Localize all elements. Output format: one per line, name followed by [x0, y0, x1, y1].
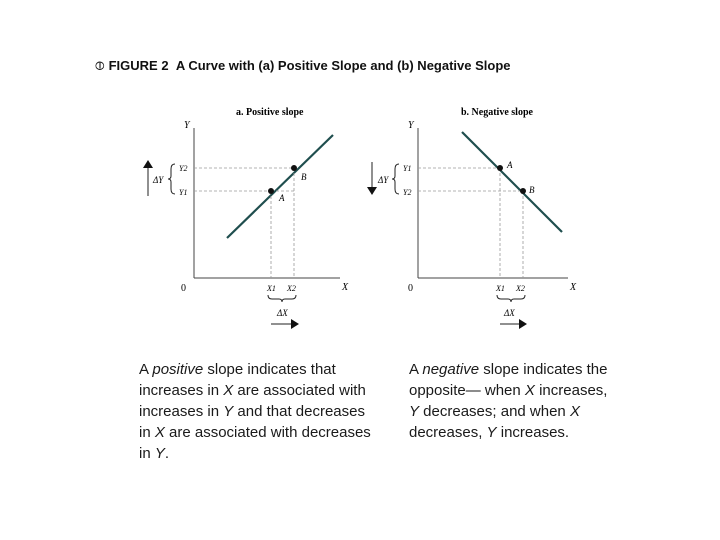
caption-b-text: A	[409, 361, 423, 378]
panel-a-brace-y	[168, 164, 175, 194]
panel-b-label-b: B	[529, 185, 535, 195]
caption-a-emphasis: positive	[152, 361, 204, 378]
panel-b-ytick-y2: Y2	[403, 188, 412, 197]
panel-b-title: b. Negative slope	[461, 107, 533, 118]
caption-a-text: are associated with increases in	[139, 382, 366, 420]
caption-a-text: are associated with decreases in	[139, 424, 371, 462]
circled-arrow-icon: ⦷	[95, 59, 105, 73]
panel-b-xtick-x1: X1	[496, 284, 505, 293]
caption-a-emphasis: X	[154, 424, 165, 441]
panel-b-ytick-y1: Y1	[403, 164, 412, 173]
caption-a-emphasis: Y	[154, 445, 165, 462]
panel-a-arrow-up-icon	[143, 160, 153, 168]
panel-a-arrow-right-icon	[291, 319, 299, 329]
panel-b-arrow-right-icon	[519, 319, 527, 329]
caption-a-text: A	[139, 361, 153, 378]
caption-b-text: decreases,	[409, 424, 487, 441]
caption-a-text: .	[164, 445, 170, 462]
caption-negative-slope	[409, 359, 609, 443]
caption-b-emphasis: Y	[486, 424, 497, 441]
caption-b-text: increases,	[534, 382, 608, 399]
caption-b-emphasis: X	[524, 382, 535, 399]
panel-a-ytick-y1: Y1	[179, 188, 188, 197]
panel-a-xtick-x2: X2	[287, 284, 296, 293]
panel-a-point-b	[291, 165, 297, 171]
caption-a-text: and that decreases in	[139, 403, 365, 441]
panel-b-brace-x	[497, 295, 525, 302]
caption-a-emphasis: Y	[223, 403, 234, 420]
panel-b-x-label: X	[570, 282, 577, 293]
panel-a-delta-y: ΔY	[153, 175, 164, 185]
panel-a-origin: 0	[181, 283, 186, 294]
panel-a-brace-x	[268, 295, 296, 302]
figure-title-text: A Curve with (a) Positive Slope and (b) Negative Slope	[175, 58, 511, 73]
panel-a-xtick-x1: X1	[267, 284, 276, 293]
panel-b-delta-y: ΔY	[378, 175, 389, 185]
caption-positive-slope	[139, 359, 379, 464]
panel-a-label-a: A	[279, 193, 285, 203]
caption-b-text: decreases; and when	[419, 403, 570, 420]
caption-a-emphasis: X	[223, 382, 234, 399]
panel-a-point-a	[268, 188, 274, 194]
panel-b-arrow-down-icon	[367, 187, 377, 195]
panel-b-brace-y	[392, 164, 399, 194]
caption-b-emphasis: Y	[409, 403, 420, 420]
panel-a-title: a. Positive slope	[236, 107, 304, 118]
panel-b-origin: 0	[408, 283, 413, 294]
panel-a-y-label: Y	[184, 120, 190, 131]
panel-negative-slope	[367, 107, 577, 329]
panel-b-point-a	[497, 165, 503, 171]
panel-b-y-label: Y	[408, 120, 414, 131]
panel-positive-slope	[143, 107, 349, 329]
panel-b-label-a: A	[507, 160, 513, 170]
panel-b-delta-x: ΔX	[504, 308, 515, 318]
panel-a-x-label: X	[342, 282, 349, 293]
panel-a-label-b: B	[301, 172, 307, 182]
caption-a-text: slope indicates that increases in	[139, 361, 336, 399]
panel-a-curve	[227, 135, 333, 238]
caption-b-emphasis: negative	[422, 361, 480, 378]
caption-b-emphasis: X	[569, 403, 580, 420]
panel-b-point-b	[520, 188, 526, 194]
panel-b-xtick-x2: X2	[516, 284, 525, 293]
figure-label: FIGURE 2	[108, 58, 169, 73]
panel-a-delta-x: ΔX	[277, 308, 288, 318]
panel-b-curve	[462, 132, 562, 232]
caption-b-text: increases.	[496, 424, 570, 441]
panel-a-ytick-y2: Y2	[179, 164, 188, 173]
caption-b-text: slope indicates the opposite— when	[409, 361, 608, 399]
